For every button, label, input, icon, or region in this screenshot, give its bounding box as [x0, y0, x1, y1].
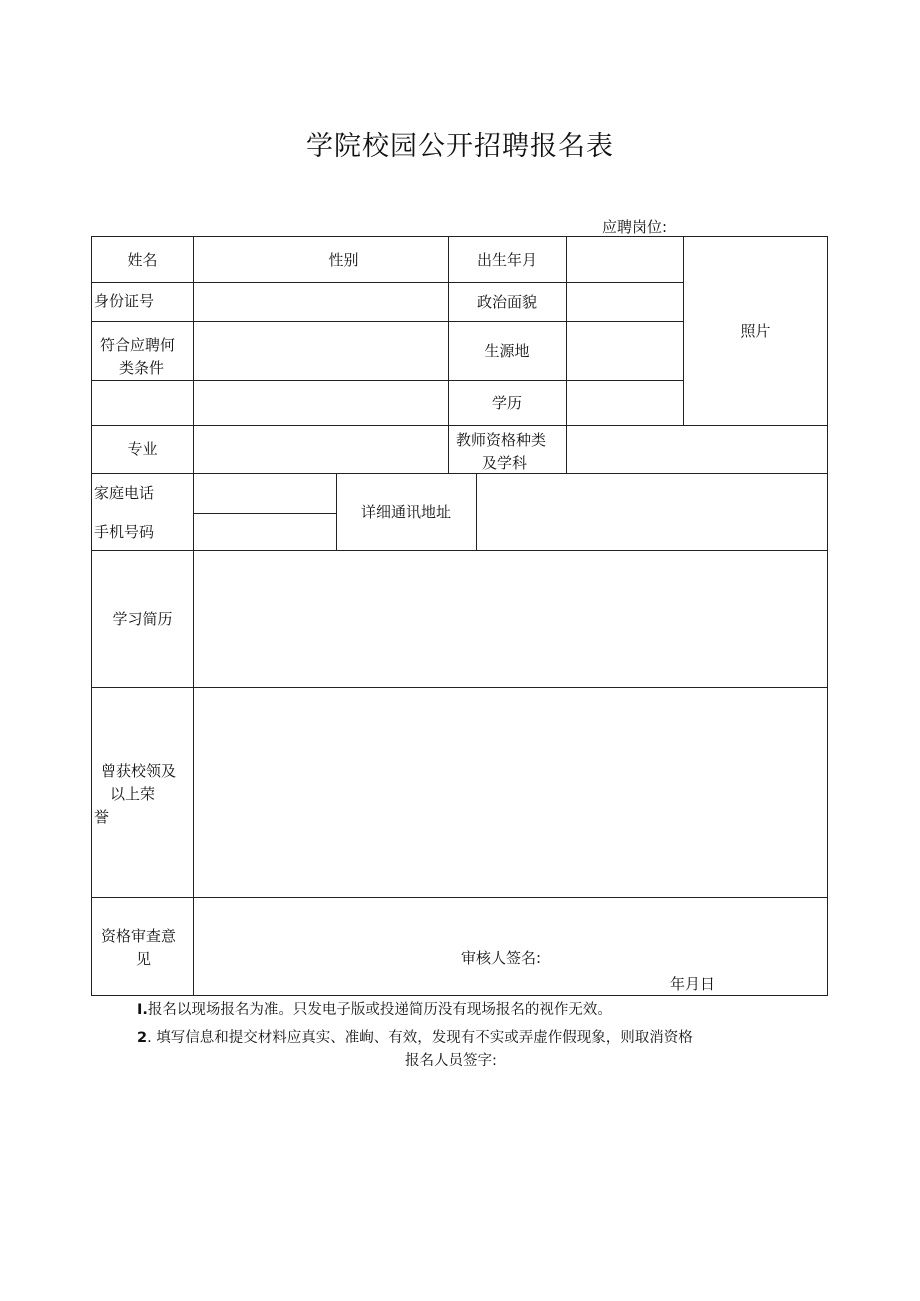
photo-box: 照片 — [740, 322, 771, 340]
row-line — [92, 321, 683, 322]
review-label-line2: 见 — [136, 950, 152, 968]
study-history-label: 学习简历 — [112, 609, 173, 628]
note-1 — [137, 999, 612, 1021]
col-line — [566, 237, 567, 473]
honors-label-line2: 以上荣 — [110, 785, 156, 803]
row-line — [193, 282, 683, 283]
birth-label: 出生年月 — [476, 250, 537, 269]
major-label: 专业 — [127, 440, 158, 458]
teacher-cert-label-line2: 及学科 — [482, 454, 528, 472]
page-title: 学院校园公开招聘报名表 — [306, 131, 614, 162]
row-line — [92, 425, 828, 426]
note-2-text: . 填写信息和提交材料应真实、准峋、有效，发现有不实或弄虚作假现象，则取消资格 — [147, 1030, 693, 1046]
row-line — [92, 282, 193, 283]
row-line — [92, 550, 828, 551]
mobile-label: 手机号码 — [94, 523, 155, 541]
post-label: 应聘岗位: — [602, 218, 668, 236]
registration-form — [91, 236, 828, 996]
name-label: 姓名 — [127, 250, 158, 269]
note-2-number: 2 — [137, 1030, 148, 1046]
row-line — [92, 687, 828, 688]
row-line — [92, 380, 683, 381]
home-phone-label: 家庭电话 — [94, 484, 155, 502]
honors-label-line1: 曾获校领及 — [101, 762, 177, 780]
review-date-label: 年月日 — [670, 975, 716, 993]
col-line — [193, 237, 194, 996]
political-label: 政治面貌 — [476, 292, 537, 311]
row-line — [193, 513, 336, 514]
review-label-line1: 资格审查意 — [101, 927, 177, 945]
reviewer-signature-label: 审核人签名: — [461, 949, 542, 967]
col-line — [476, 473, 477, 550]
applicant-signature-label: 报名人员签字: — [405, 1053, 497, 1069]
honors-label-line3: 誉 — [94, 808, 110, 826]
qualify-label-line2: 类条件 — [119, 359, 165, 377]
qualify-label-line1: 符合应聘何 — [100, 336, 176, 354]
note-1-number: I. — [137, 1002, 148, 1018]
address-label: 详细通讯地址 — [360, 502, 451, 521]
id-number-label: 身份证号 — [94, 292, 155, 310]
note-2 — [137, 1027, 693, 1049]
education-label: 学历 — [491, 393, 522, 412]
row-line — [92, 897, 828, 898]
teacher-cert-label-line1: 教师资格种类 — [456, 431, 547, 449]
gender-label: 性别 — [328, 250, 359, 269]
origin-label: 生源地 — [484, 341, 530, 360]
note-1-text: 报名以现场报名为准。只发电子版或投递简历没有现场报名的视作无效。 — [147, 1002, 612, 1018]
